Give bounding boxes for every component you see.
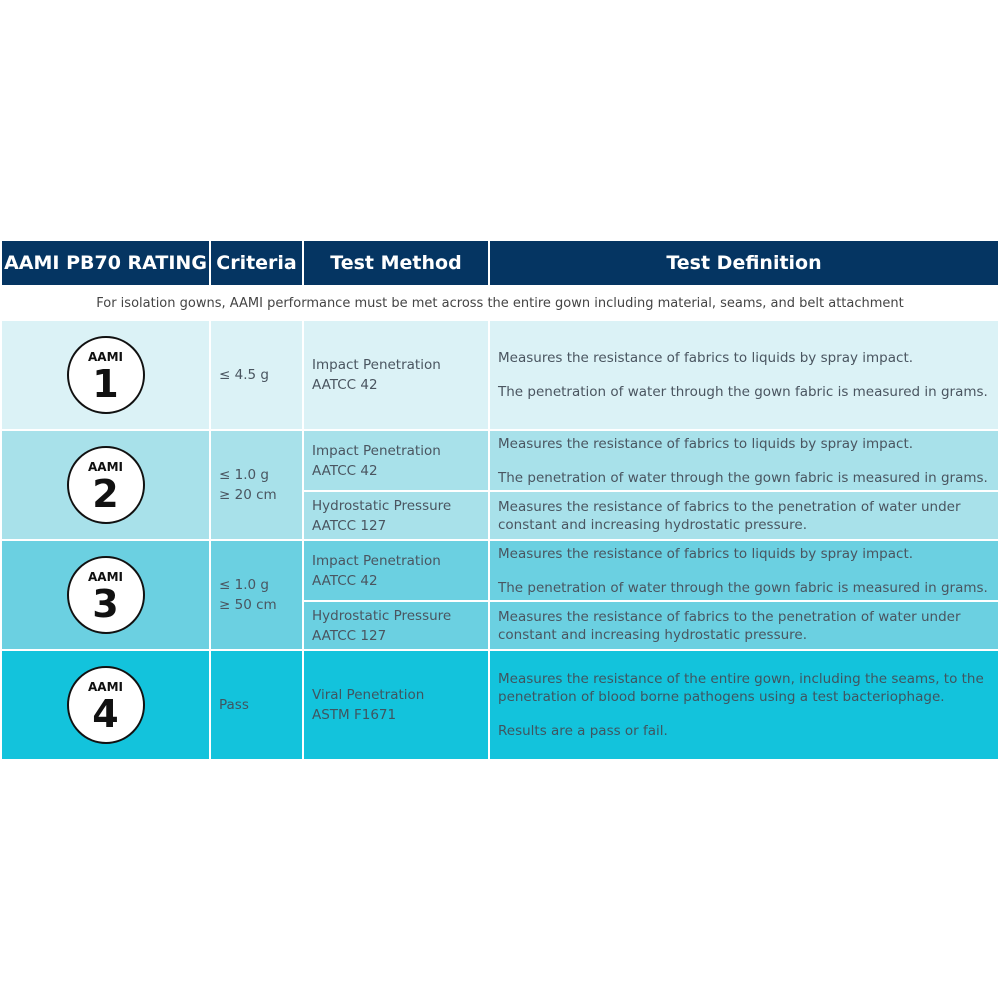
definition-impact [490,431,998,492]
criteria-value: ≥ 50 cm [219,597,277,613]
header-test-method: Test Method [304,241,490,285]
definition-text: Measures the resistance of fabrics to the penetration of water under constant and increasing hydrostatic pressure. [498,498,961,533]
definition-cell [490,651,998,759]
definition-cell [490,431,998,539]
rating-cell [2,431,211,539]
method-name: Impact Penetration [312,552,441,569]
method-standard: AATCC 127 [312,627,387,644]
criteria-value: ≤ 1.0 g [219,577,269,593]
definition-text: Results are a pass or fail. [498,723,668,739]
aami-level-badge [67,336,145,414]
table-row-level-4 [2,651,998,761]
method-hydrostatic [304,492,488,539]
definition-hydrostatic [490,492,998,539]
badge-label: AAMI [88,680,123,694]
definition-text: Measures the resistance of fabrics to liquids by spray impact. [498,350,914,366]
method-hydrostatic [304,602,488,649]
method-name: Hydrostatic Pressure [312,607,452,624]
header-rating: AAMI PB70 RATING [2,241,211,285]
rating-cell [2,321,211,429]
table-row-level-3 [2,541,998,651]
criteria-cell [211,651,304,759]
header-test-definition: Test Definition [490,241,998,285]
definition-text: The penetration of water through the gown fabric is measured in grams. [498,579,988,596]
rating-cell [2,541,211,649]
method-impact [304,431,488,492]
definition-text: Measures the resistance of the entire gown, including the seams, to the penetration of blood borne pathogens using a test bacteriophage. [498,671,984,705]
badge-level: 4 [92,692,119,736]
definition-hydrostatic [490,602,998,649]
criteria-cell [211,541,304,649]
method-cell [304,431,490,539]
aami-level-badge [67,446,145,524]
table-row-level-1 [2,321,998,431]
badge-level: 1 [92,362,119,406]
method-standard: AATCC 42 [312,572,378,589]
method-standard: ASTM F1671 [312,707,397,723]
criteria-value: Pass [219,697,249,713]
method-cell [304,541,490,649]
badge-level: 3 [92,582,119,626]
method-name: Impact Penetration [312,442,441,459]
table-header [2,241,998,285]
definition-text: Measures the resistance of fabrics to liquids by spray impact. [498,545,914,562]
rating-cell [2,651,211,759]
definition-impact [490,541,998,602]
method-name: Impact Penetration [312,357,441,373]
method-standard: AATCC 42 [312,462,378,479]
aami-rating-table [2,241,998,761]
definition-text: The penetration of water through the gown fabric is measured in grams. [498,469,988,486]
criteria-cell [211,321,304,429]
method-impact [304,541,488,602]
table-note: For isolation gowns, AAMI performance must be met across the entire gown including material, seams, and belt attachment [2,285,998,321]
criteria-value: ≤ 4.5 g [219,367,269,383]
aami-level-badge [67,666,145,744]
method-name: Viral Penetration [312,687,425,703]
definition-text: Measures the resistance of fabrics to the penetration of water under constant and increasing hydrostatic pressure. [498,608,961,643]
definition-cell [490,321,998,429]
definition-text: The penetration of water through the gown fabric is measured in grams. [498,384,988,400]
definition-text: Measures the resistance of fabrics to liquids by spray impact. [498,435,914,452]
method-standard: AATCC 42 [312,377,378,393]
criteria-value: ≥ 20 cm [219,487,277,503]
definition-cell [490,541,998,649]
header-criteria: Criteria [211,241,304,285]
method-cell [304,651,490,759]
table-row-level-2 [2,431,998,541]
badge-level: 2 [92,472,119,516]
aami-level-badge [67,556,145,634]
method-cell [304,321,490,429]
badge-label: AAMI [88,460,123,474]
criteria-cell [211,431,304,539]
badge-label: AAMI [88,570,123,584]
badge-label: AAMI [88,350,123,364]
criteria-value: ≤ 1.0 g [219,467,269,483]
method-name: Hydrostatic Pressure [312,497,452,514]
method-standard: AATCC 127 [312,517,387,534]
